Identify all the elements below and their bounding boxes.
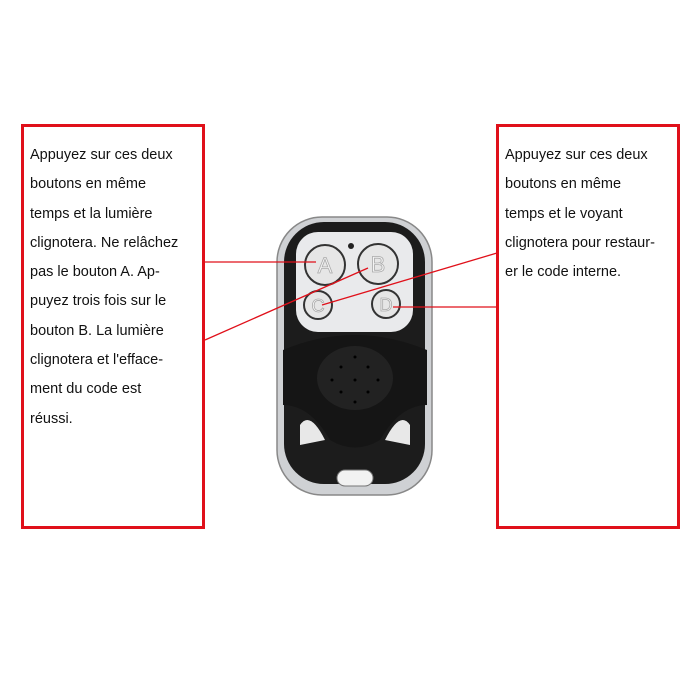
left-note-line: ment du code est bbox=[30, 381, 142, 398]
keyring-slot bbox=[337, 470, 373, 486]
right-note-line: boutons en même bbox=[505, 176, 622, 193]
svg-text:D: D bbox=[379, 295, 393, 315]
left-note-line: temps et la lumière bbox=[30, 205, 153, 222]
right-note-line: clignotera pour restaur- bbox=[505, 234, 655, 251]
right-instruction-box bbox=[496, 124, 680, 529]
left-note-line: Appuyez sur ces deux bbox=[30, 147, 173, 163]
left-note-line: bouton B. La lumière bbox=[30, 322, 164, 339]
button-d[interactable] bbox=[372, 290, 400, 318]
led-indicator bbox=[348, 243, 354, 249]
left-note-line: clignotera. Ne relâchez bbox=[30, 234, 179, 251]
button-a[interactable] bbox=[305, 245, 345, 285]
right-note-line: Appuyez sur ces deux bbox=[505, 147, 648, 163]
left-note-line: puyez trois fois sur le bbox=[30, 293, 167, 310]
left-note-line: réussi. bbox=[30, 410, 73, 427]
right-note-line: temps et le voyant bbox=[505, 205, 623, 222]
right-note-line: er le code interne. bbox=[505, 264, 622, 281]
left-note-line: pas le bouton A. Ap- bbox=[30, 264, 160, 281]
svg-text:B: B bbox=[370, 252, 386, 277]
left-note-line: boutons en même bbox=[30, 176, 147, 193]
left-instruction-box bbox=[21, 124, 205, 529]
button-c[interactable] bbox=[304, 291, 332, 319]
svg-text:A: A bbox=[317, 253, 333, 278]
svg-text:C: C bbox=[311, 296, 325, 316]
left-note-line: clignotera et l'efface- bbox=[30, 352, 164, 369]
button-b[interactable] bbox=[358, 244, 398, 284]
